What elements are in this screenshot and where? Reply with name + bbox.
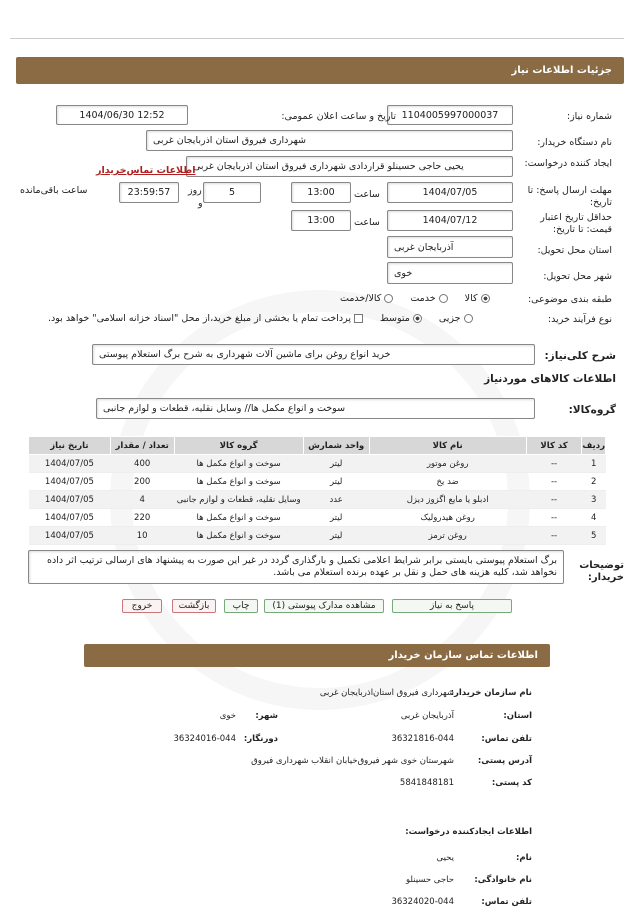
contact-phone-value: 36321816-044 [391,734,454,744]
cell-qty: 200 [110,473,174,491]
contact-province-value: آذربایجان غربی [400,711,454,721]
deadline-time-label: ساعت [354,189,380,200]
table-row [29,491,606,509]
category-options[interactable] [340,293,493,305]
table-row [29,455,606,473]
creator-name-value: یحیی [436,853,454,863]
province-field[interactable]: آذربایجان غربی [387,236,513,258]
cell-group: سوخت و انواع مکمل ها [174,473,303,491]
category-label: طبقه بندی موضوعی: [527,294,612,305]
cell-row: 5 [582,527,606,545]
deadline-date-field[interactable]: 1404/07/05 [387,182,513,203]
contact-org-value: شهرداری فیروق استان‌اذربایجان غربی [319,688,454,698]
creator-phone-value: 36324020-044 [391,897,454,907]
contact-city-value: خوی [219,711,236,721]
radio-goods[interactable] [481,294,490,303]
radio-medium[interactable] [413,314,422,323]
th-group: گروه کالا [174,437,303,455]
contact-fax-label: دورنگار: [243,734,278,744]
th-name: نام کالا [369,437,526,455]
cell-row: 3 [582,491,606,509]
attachments-button[interactable]: مشاهده مدارک پیوستی (1) [264,599,384,613]
contact-org-label: نام سازمان خریدار: [450,688,532,698]
cell-group: وسایل نقلیه، قطعات و لوازم جانبی [174,491,303,509]
section-header-title: جزئیات اطلاعات نیاز [511,65,612,76]
notes-label: توضیحات خریدار: [579,560,624,583]
deadline-time-field[interactable]: 13:00 [291,182,351,203]
radio-minor[interactable] [464,314,473,323]
remaining-label: ساعت باقی‌مانده [20,185,88,196]
th-code: کد کالا [526,437,582,455]
cell-code: -- [526,455,582,473]
cell-date: 1404/07/05 [29,491,111,509]
creator-family-value: حاجی حسینلو [405,875,454,885]
cell-qty: 10 [110,527,174,545]
cell-group: سوخت و انواع مکمل ها [174,527,303,545]
radio-medium-label: متوسط [380,313,410,324]
summary-label: شرح کلی‌نیاز: [544,350,616,362]
reply-button[interactable]: پاسخ به نیاز [392,599,512,613]
cell-code: -- [526,473,582,491]
creator-info-title: اطلاعات ایجادکننده درخواست: [405,827,532,837]
cell-row: 4 [582,509,606,527]
cell-name: روغن ترمز [369,527,526,545]
contact-postal-value: 5841848181 [399,778,454,788]
contact-postal-label: کد پستی: [491,778,532,788]
contact-address-label: آدرس پستی: [477,756,532,766]
cell-row: 2 [582,473,606,491]
validity-time-label: ساعت [354,217,380,228]
contact-phone-label: تلفن تماس: [481,734,532,744]
goods-section-title: اطلاعات کالاهای موردنیاز [484,373,616,385]
cell-name: روغن موتور [369,455,526,473]
exit-button[interactable]: خروج [122,599,162,613]
cell-qty: 4 [110,491,174,509]
treasury-checkbox[interactable] [354,314,363,323]
announce-label: تاریخ و ساعت اعلان عمومی: [281,111,396,122]
radio-goods-service-label: کالا/خدمت [340,293,382,304]
cell-qty: 400 [110,455,174,473]
cell-qty: 220 [110,509,174,527]
back-button[interactable]: بازگشت [172,599,216,613]
th-date: تاریخ نیاز [29,437,111,455]
table-row [29,509,606,527]
process-label: نوع فرآیند خرید: [547,314,612,325]
summary-field: خرید انواع روغن برای ماشین آلات شهرداری به شرح برگ استعلام پیوستی [92,344,535,365]
cell-unit: لیتر [303,473,369,491]
section-header-need-details [16,57,624,84]
validity-date-field[interactable]: 1404/07/12 [387,210,513,231]
need-number-field[interactable]: 1104005997000037 [387,105,513,125]
and-label: و [198,198,203,209]
top-divider [10,38,624,39]
table-header-row [29,437,606,455]
radio-service-label: خدمت [410,293,436,304]
radio-service[interactable] [439,294,448,303]
cell-date: 1404/07/05 [29,509,111,527]
radio-goods-label: کالا [464,293,478,304]
cell-unit: لیتر [303,509,369,527]
cell-code: -- [526,509,582,527]
city-field[interactable]: خوی [387,262,513,284]
days-label: روز [188,185,202,196]
cell-code: -- [526,491,582,509]
contact-city-label: شهر: [255,711,278,721]
contact-fax-value: 36324016-044 [173,734,236,744]
table-row [29,527,606,545]
cell-unit: عدد [303,491,369,509]
remaining-time-field: 23:59:57 [119,182,179,203]
contact-province-label: استان: [503,711,532,721]
cell-name: ضد یخ [369,473,526,491]
cell-unit: لیتر [303,455,369,473]
creator-label: ایجاد کننده درخواست: [524,158,612,169]
creator-name-label: نام: [515,853,532,863]
contact-address-value: شهرستان خوی شهر فیروق‌خیابان انقلاب شهرداری فیروق [251,756,454,766]
validity-time-field[interactable]: 13:00 [291,210,351,231]
cell-name: روغن هیدرولیک [369,509,526,527]
days-field[interactable]: 5 [203,182,261,203]
buyer-org-label: نام دستگاه خریدار: [537,137,612,148]
province-label: استان محل تحویل: [537,245,612,256]
cell-unit: لیتر [303,527,369,545]
deadline-label: مهلت ارسال پاسخ: تا تاریخ: [527,185,612,208]
buyer-org-field[interactable]: شهرداری فیروق استان اذربایجان غربی [146,130,513,151]
print-button[interactable]: چاپ [224,599,258,613]
need-number-label: شماره نیاز: [566,111,612,122]
buyer-contact-link[interactable]: اطلاعات تماس‌خریدار [96,165,196,176]
cell-date: 1404/07/05 [29,473,111,491]
creator-family-label: نام خانوادگی: [474,875,532,885]
table-row [29,473,606,491]
cell-group: سوخت و انواع مکمل ها [174,509,303,527]
process-options[interactable] [48,313,476,325]
th-row: ردیف [582,437,606,455]
cell-date: 1404/07/05 [29,527,111,545]
creator-phone-label: تلفن تماس: [481,897,532,907]
radio-goods-service[interactable] [384,294,393,303]
contact-section-title: اطلاعات تماس سازمان خریدار [388,650,538,661]
creator-field[interactable]: یحیی حاجی حسینلو قراردادی شهرداری فیروق استان اذربایجان غربی [186,156,513,177]
th-qty: تعداد / مقدار [110,437,174,455]
cell-code: -- [526,527,582,545]
cell-name: ادبلو یا مایع اگزوز دیزل [369,491,526,509]
th-unit: واحد شمارش [303,437,369,455]
payment-note: پرداخت تمام یا بخشی از مبلغ خرید،از محل "اسناد خزانه اسلامی" خواهد بود. [48,313,351,324]
announce-field[interactable]: 1404/06/30 12:52 [56,105,188,125]
notes-field: برگ استعلام پیوستی بایستی برابر شرایط اعلامی تکمیل و بارگذاری گردد در غیر این صورت به پیشنهاد های ارسالی ترتیب اثر داده نخواهد شد، کلیه هزینه های حمل و نقل بر عهده برنده استعلام می باشد. [28,550,564,584]
goods-table [28,436,606,545]
group-field: سوخت و انواع مکمل ها// وسایل نقلیه، قطعات و لوازم جانبی [96,398,535,419]
cell-date: 1404/07/05 [29,455,111,473]
contact-section-header [84,644,550,667]
radio-minor-label: جزیی [438,313,461,324]
city-label: شهر محل تحویل: [543,271,612,282]
cell-row: 1 [582,455,606,473]
cell-group: سوخت و انواع مکمل ها [174,455,303,473]
group-label: گروه‌کالا: [568,404,616,416]
validity-label: حداقل تاریخ اعتبار قیمت: تا تاریخ: [540,212,612,235]
